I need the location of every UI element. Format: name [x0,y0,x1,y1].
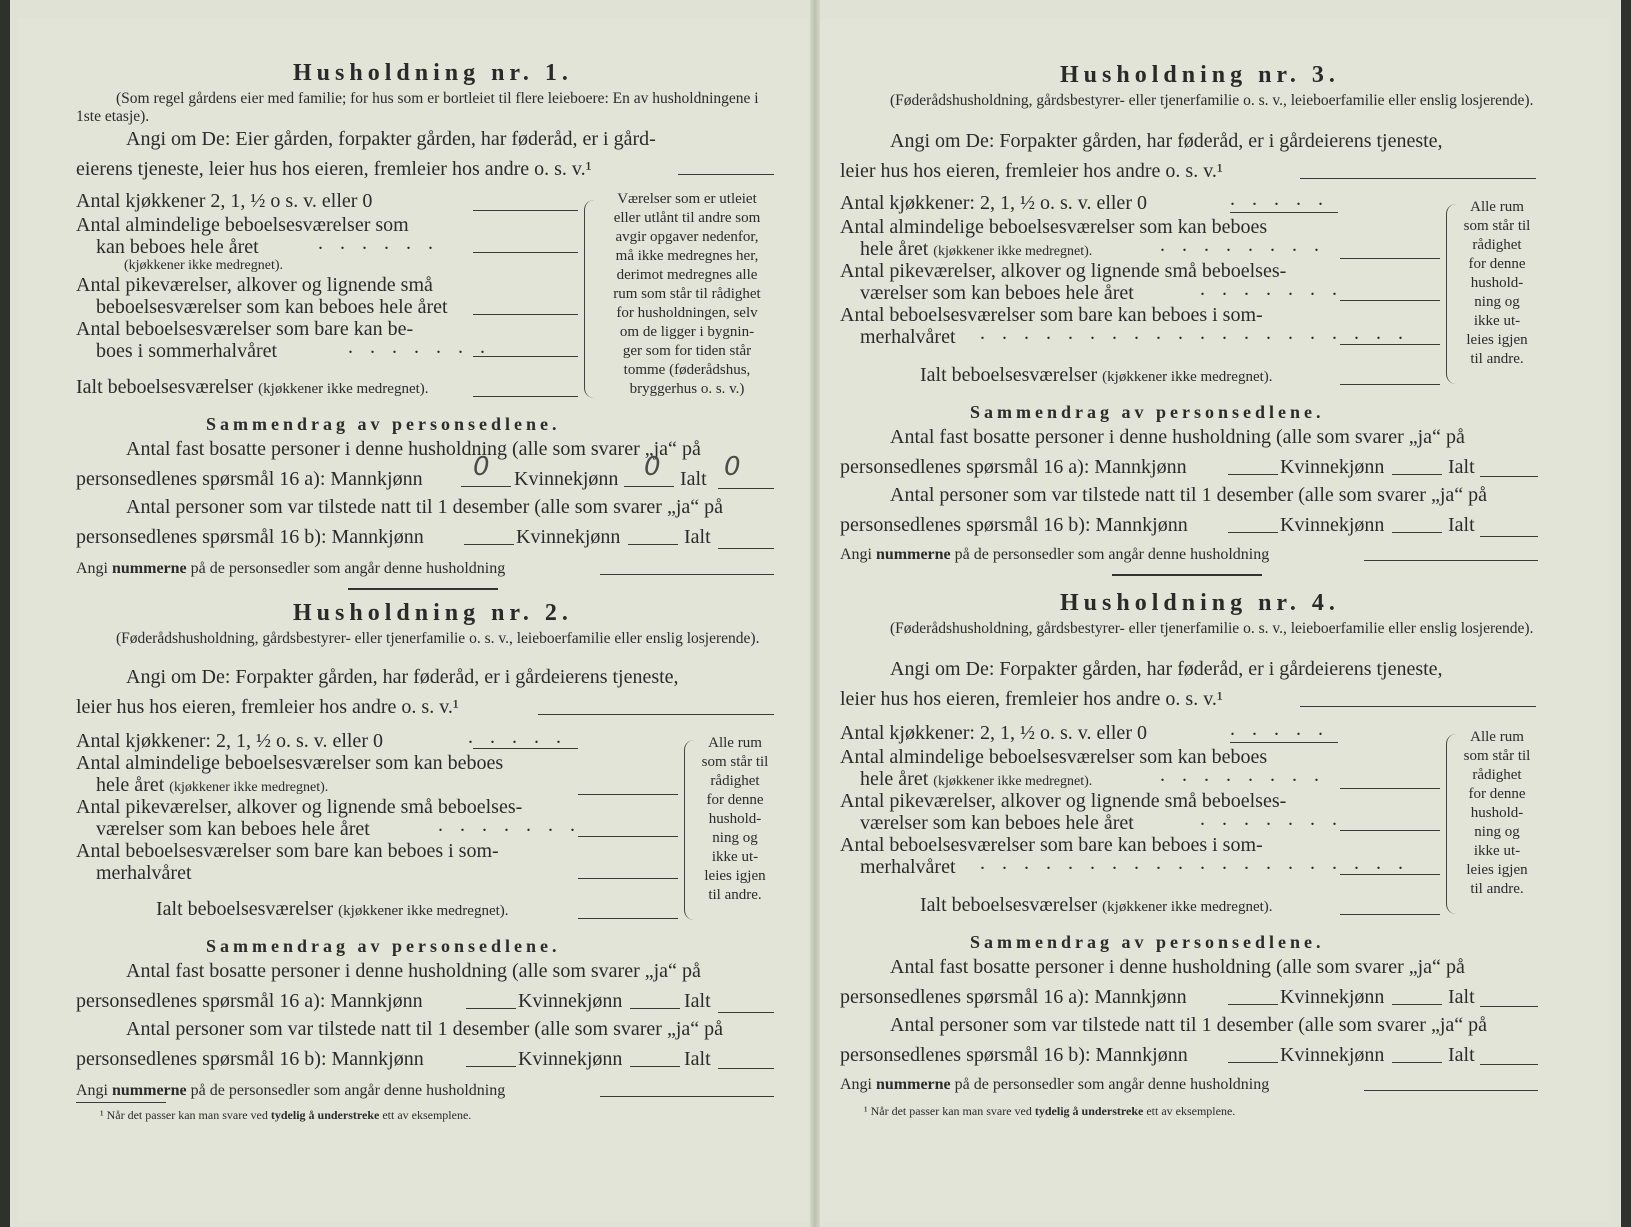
household-1-side-note: Værelser som er utleiet eller utlånt til andre som avgir opgaver nedenfor, må ikke medregnes her, derimot medregnes alle rum som står til rådighet for husholdningen, selv om de ligger i bygnin- ger som for tiden står tomme (føderådshus, bryggerhus o. s. v.) [613,191,761,397]
household-3-16b-female-label: Kvinnekjønn [1280,514,1385,536]
household-3-total-rooms-field[interactable] [1340,384,1440,385]
household-1-16a-female-field[interactable] [624,486,674,487]
household-1-occupancy-field[interactable] [678,174,774,175]
household-2-kitchens-label: Antal kjøkkener: 2, 1, ½ o. s. v. eller 0 [76,730,383,752]
household-1-title: Husholdning nr. 1. [293,60,573,86]
household-2-question-1: Angi om De: Forpakter gården, har føderåd, er i gårdeierens tjeneste, [126,666,679,688]
household-1-16a-female-value: 0 [644,452,661,482]
household-3-numbers-word-1: Angi [840,546,872,563]
household-1-16a-male-value: 0 [473,452,490,482]
household-1-total-rooms-label [76,376,429,400]
household-1-question-2: eierens tjeneste, leier hus hos eieren, fremleier hos andre o. s. v.¹ [76,158,592,180]
household-3-total-note: (kjøkkener ikke medregnet). [1102,369,1273,385]
household-4-summer-dots: . . . . . . . . . . . . . . . . . . . . [980,852,1409,874]
household-3-rooms-dots: . . . . . . . . [1160,234,1325,256]
household-3-summary-16b: personsedlenes spørsmål 16 b): Mannkjønn [840,514,1188,536]
household-4-rooms-label-a: Antal almindelige beboelsesværelser som kan beboes [840,746,1268,768]
household-2-16b-female-label: Kvinnekjønn [518,1048,623,1070]
household-4-summary-16b: personsedlenes spørsmål 16 b): Mannkjønn [840,1044,1188,1066]
household-2-summer-rooms-label-b: merhalvåret [96,862,192,884]
household-2-16a-male-field[interactable] [466,1008,516,1009]
household-1-kitchens-field[interactable] [473,210,578,211]
household-3-rooms-label-b-text: hele året [860,238,929,260]
household-4-16a-total-field[interactable] [1480,1006,1538,1007]
household-1-16b-female-label: Kvinnekjønn [516,526,621,548]
household-3-16b-male-field[interactable] [1228,532,1278,533]
household-3-maid-dots: . . . . . . . [1200,278,1343,300]
household-2-maid-rooms-label-a: Antal pikeværelser, alkover og lignende små beboelses- [76,796,523,818]
household-3-rooms-label-a: Antal almindelige beboelsesværelser som kan beboes [840,216,1268,238]
household-3-16a-male-field[interactable] [1228,474,1278,475]
household-2-numbers-word-1: Angi [76,1082,108,1099]
household-1-rooms-label-b: kan beboes hele året [96,236,259,258]
household-1-maid-rooms-label-a: Antal pikeværelser, alkover og lignende små [76,274,433,296]
household-3-question-1: Angi om De: Forpakter gården, har føderåd, er i gårdeierens tjeneste, [890,130,1443,152]
household-2-numbers-word-2: nummerne [112,1082,187,1099]
household-3-16b-total-field[interactable] [1480,536,1538,537]
household-2-rooms-label-b-text: hele året [96,774,165,796]
household-4-note: (Føderådshusholdning, gårdsbestyrer- eller tjenerfamilie o. s. v., leieboerfamilie eller enslig losjerende). [890,620,1534,637]
household-2-kitchens-dots: . . . . . [468,726,567,748]
household-4-rooms-field[interactable] [1340,788,1440,789]
household-4-16a-female-field[interactable] [1392,1004,1442,1005]
household-2-numbers-word-3: på de personsedler som angår denne husholdning [190,1082,506,1099]
page-fold [810,0,820,1227]
household-2-numbers-label [76,1080,505,1102]
household-1-summary-line-1: Antal fast bosatte personer i denne husholdning (alle som svarer „ja“ på [126,438,701,460]
household-2-rooms-label-c: (kjøkkener ikke medregnet). [169,780,329,795]
household-1-summer-rooms-label-a: Antal beboelsesværelser som bare kan be- [76,318,414,340]
household-2-maid-rooms-field[interactable] [578,836,678,837]
household-1-numbers-word-1: Angi [76,560,108,577]
household-4-question-2: leier hus hos eieren, fremleier hos andre o. s. v.¹ [840,688,1223,710]
household-4-total-rooms-label [920,894,1273,918]
household-1-maid-rooms-field[interactable] [473,314,578,315]
household-2-maid-dots: . . . . . . . [438,814,581,836]
household-3-summer-rooms-label-a: Antal beboelsesværelser som bare kan beboes i som- [840,304,1263,326]
household-separator-3-4 [1112,574,1262,576]
household-separator-1-2 [348,588,498,590]
household-3-numbers-word-2: nummerne [876,546,951,563]
household-2-occupancy-field[interactable] [538,714,774,715]
household-2-summary-16b: personsedlenes spørsmål 16 b): Mannkjønn [76,1048,424,1070]
household-3-summer-rooms-field[interactable] [1340,344,1440,345]
household-3-numbers-field[interactable] [1364,560,1538,561]
household-3-numbers-label [840,544,1269,566]
footnote-left-a: ¹ Når det passer kan man svare ved [100,1108,268,1122]
household-2-total-note: (kjøkkener ikke medregnet). [338,903,509,919]
household-1-summary-16b: personsedlenes spørsmål 16 b): Mannkjønn [76,526,424,548]
household-1-rooms-field[interactable] [473,252,578,253]
household-1-question-1: Angi om De: Eier gården, forpakter gården, har føderåd, er i gård- [126,128,656,150]
household-2-numbers-field[interactable] [600,1096,774,1097]
household-3-summer-dots: . . . . . . . . . . . . . . . . . . . . [980,322,1409,344]
household-3-16a-total-field[interactable] [1480,476,1538,477]
household-2-question-2: leier hus hos eieren, fremleier hos andre o. s. v.¹ [76,696,459,718]
household-1-16a-total-field[interactable] [718,488,774,489]
footnote-left-b: tydelig å understreke [270,1108,380,1122]
household-3-summer-rooms-label-b: merhalvåret [860,326,956,348]
household-1-summary-16a: personsedlenes spørsmål 16 a): Mannkjønn [76,468,423,490]
household-2-side-note: Alle rum som står til rådighet for denne hushold- ning og ikke ut- leies igjen til andre. [701,735,769,903]
footnote-right-b: tydelig å understreke [1034,1104,1144,1118]
household-4-kitchens-label: Antal kjøkkener: 2, 1, ½ o. s. v. eller 0 [840,722,1147,744]
footnote-right [864,1104,1235,1119]
household-4-summary-title: Sammendrag av personsedlene. [970,932,1325,952]
household-4-summary-line-3: Antal personer som var tilstede natt til 1 desember (alle som svarer „ja“ på [890,1014,1488,1036]
household-2-16b-male-field[interactable] [466,1066,516,1067]
household-2-total-rooms-field[interactable] [578,918,678,919]
household-4-numbers-label [840,1074,1269,1096]
household-1-maid-rooms-label-b: beboelsesværelser som kan beboes hele året [96,296,448,318]
household-4-kitchens-field[interactable] [1230,742,1338,743]
household-2-summer-rooms-label-a: Antal beboelsesværelser som bare kan beboes i som- [76,840,499,862]
household-4-maid-rooms-label-b: værelser som kan beboes hele året [860,812,1134,834]
household-3-title: Husholdning nr. 3. [1060,62,1340,88]
household-4-numbers-word-2: nummerne [876,1076,951,1093]
household-4-maid-rooms-field[interactable] [1340,830,1440,831]
household-3-kitchens-dots: . . . . . [1230,188,1329,210]
household-2-total-rooms-label [156,898,509,922]
household-2-total-label: Ialt beboelsesværelser [156,898,334,920]
household-3-rooms-label-c: (kjøkkener ikke medregnet). [933,244,1093,259]
household-3-summary-title: Sammendrag av personsedlene. [970,402,1325,422]
household-1-kitchens-label: Antal kjøkkener 2, 1, ½ o s. v. eller 0 [76,190,373,212]
household-1-total-note: (kjøkkener ikke medregnet). [258,381,429,397]
footnote-left-c: ett av eksemplene. [382,1108,472,1122]
household-4-title: Husholdning nr. 4. [1060,590,1340,616]
household-1-summer-dots: . . . . . . . [348,336,491,358]
household-1-rooms-label-a: Antal almindelige beboelsesværelser som [76,214,409,236]
household-4-summer-rooms-label-a: Antal beboelsesværelser som bare kan beboes i som- [840,834,1263,856]
household-4-summary-16a: personsedlenes spørsmål 16 a): Mannkjønn [840,986,1187,1008]
household-1-summary-title: Sammendrag av personsedlene. [206,414,561,434]
household-4-rooms-label-c: (kjøkkener ikke medregnet). [933,774,1093,789]
household-1-16b-total-label: Ialt [684,526,711,548]
household-4-side-note: Alle rum som står til rådighet for denne hushold- ning og ikke ut- leies igjen til andre. [1463,729,1531,897]
household-1-total-rooms-field[interactable] [473,396,578,397]
household-4-numbers-word-1: Angi [840,1076,872,1093]
household-1-rooms-dots: . . . . . . [318,232,439,254]
household-2-16a-female-field[interactable] [630,1008,680,1009]
household-3-16a-total-label: Ialt [1448,456,1475,478]
household-3-total-rooms-label [920,364,1273,388]
household-3-rooms-field[interactable] [1340,258,1440,259]
household-4-summer-rooms-field[interactable] [1340,874,1440,875]
household-4-16a-male-field[interactable] [1228,1004,1278,1005]
household-1-16a-total-label: Ialt [680,468,707,490]
household-1-16a-male-field[interactable] [461,486,511,487]
household-3-16a-female-field[interactable] [1392,474,1442,475]
footnote-right-a: ¹ Når det passer kan man svare ved [864,1104,1032,1118]
household-4-16a-total-label: Ialt [1448,986,1475,1008]
household-3-summary-16a: personsedlenes spørsmål 16 a): Mannkjønn [840,456,1187,478]
household-4-16b-female-field[interactable] [1392,1062,1442,1063]
household-4-question-1: Angi om De: Forpakter gården, har føderåd, er i gårdeierens tjeneste, [890,658,1443,680]
household-4-maid-rooms-label-a: Antal pikeværelser, alkover og lignende små beboelses- [840,790,1287,812]
household-4-kitchens-dots: . . . . . [1230,718,1329,740]
household-2-16b-total-field[interactable] [718,1068,774,1069]
household-3-occupancy-field[interactable] [1300,178,1536,179]
household-4-16b-male-field[interactable] [1228,1062,1278,1063]
household-4-16a-female-label: Kvinnekjønn [1280,986,1385,1008]
household-2-16a-total-field[interactable] [718,1012,774,1013]
household-2-summary-line-1: Antal fast bosatte personer i denne husholdning (alle som svarer „ja“ på [126,960,701,982]
household-1-16b-total-field[interactable] [718,548,774,549]
household-4-maid-dots: . . . . . . . [1200,808,1343,830]
household-3-kitchens-field[interactable] [1230,212,1338,213]
household-1-numbers-word-3: på de personsedler som angår denne husholdning [190,560,506,577]
household-4-16b-total-label: Ialt [1448,1044,1475,1066]
household-1-note: (Som regel gårdens eier med familie; for hus som er bortleiet til flere leieboere: En av husholdningene i 1ste etasje). [76,90,759,125]
household-3-maid-rooms-label-a: Antal pikeværelser, alkover og lignende små beboelses- [840,260,1287,282]
household-2-title: Husholdning nr. 2. [293,600,573,626]
household-1-numbers-label [76,558,505,580]
household-4-16b-female-label: Kvinnekjønn [1280,1044,1385,1066]
household-2-rooms-field[interactable] [578,794,678,795]
census-form-sheet [10,0,1621,1227]
household-4-total-label: Ialt beboelsesværelser [920,894,1098,916]
household-1-16b-female-field[interactable] [628,544,678,545]
household-2-note: (Føderådshusholdning, gårdsbestyrer- eller tjenerfamilie o. s. v., leieboerfamilie eller enslig losjerende). [116,630,760,647]
household-3-maid-rooms-label-b: værelser som kan beboes hele året [860,282,1134,304]
household-2-rooms-label-a: Antal almindelige beboelsesværelser som kan beboes [76,752,504,774]
household-1-summer-rooms-field[interactable] [473,356,578,357]
household-1-16b-male-field[interactable] [464,544,514,545]
footnote-right-c: ett av eksemplene. [1146,1104,1236,1118]
household-1-16a-total-value: 0 [724,452,741,482]
household-2-maid-rooms-label-b: værelser som kan beboes hele året [96,818,370,840]
household-2-16a-total-label: Ialt [684,990,711,1012]
household-1-rooms-label-c: (kjøkkener ikke medregnet). [124,258,283,273]
household-3-summary-line-3: Antal personer som var tilstede natt til 1 desember (alle som svarer „ja“ på [890,484,1488,506]
household-1-numbers-field[interactable] [600,574,774,575]
household-2-summary-16a: personsedlenes spørsmål 16 a): Mannkjønn [76,990,423,1012]
household-3-note: (Føderådshusholdning, gårdsbestyrer- eller tjenerfamilie o. s. v., leieboerfamilie eller enslig losjerende). [890,92,1534,109]
household-4-occupancy-field[interactable] [1300,706,1536,707]
household-2-16b-total-label: Ialt [684,1048,711,1070]
household-1-summer-rooms-label-b: boes i sommerhalvåret [96,340,278,362]
household-4-16b-total-field[interactable] [1480,1064,1538,1065]
household-2-summer-rooms-field[interactable] [578,878,678,879]
household-1-16a-female-label: Kvinnekjønn [514,468,619,490]
household-2-16a-female-label: Kvinnekjønn [518,990,623,1012]
household-4-total-rooms-field[interactable] [1340,914,1440,915]
household-3-16a-female-label: Kvinnekjønn [1280,456,1385,478]
household-2-kitchens-field[interactable] [473,748,578,749]
household-3-numbers-word-3: på de personsedler som angår denne husholdning [954,546,1270,563]
household-3-question-2: leier hus hos eieren, fremleier hos andre o. s. v.¹ [840,160,1223,182]
household-3-side-note: Alle rum som står til rådighet for denne hushold- ning og ikke ut- leies igjen til andre. [1463,199,1531,367]
left-page [18,18,808,1223]
household-4-summer-rooms-label-b: merhalvåret [860,856,956,878]
household-3-16b-total-label: Ialt [1448,514,1475,536]
household-4-numbers-field[interactable] [1364,1090,1538,1091]
household-3-summary-line-1: Antal fast bosatte personer i denne husholdning (alle som svarer „ja“ på [890,426,1465,448]
household-4-rooms-label-b-text: hele året [860,768,929,790]
household-3-maid-rooms-field[interactable] [1340,300,1440,301]
household-4-summary-line-1: Antal fast bosatte personer i denne husholdning (alle som svarer „ja“ på [890,956,1465,978]
household-3-16b-female-field[interactable] [1392,532,1442,533]
household-3-kitchens-label: Antal kjøkkener: 2, 1, ½ o. s. v. eller 0 [840,192,1147,214]
household-4-numbers-word-3: på de personsedler som angår denne husholdning [954,1076,1270,1093]
household-2-16b-female-field[interactable] [630,1066,680,1067]
household-2-summary-line-3: Antal personer som var tilstede natt til 1 desember (alle som svarer „ja“ på [126,1018,724,1040]
household-3-total-label: Ialt beboelsesværelser [920,364,1098,386]
household-4-total-note: (kjøkkener ikke medregnet). [1102,899,1273,915]
household-1-total-label: Ialt beboelsesværelser [76,376,254,398]
household-1-summary-line-3: Antal personer som var tilstede natt til 1 desember (alle som svarer „ja“ på [126,496,724,518]
footnote-rule-left [76,1102,166,1103]
right-page [820,18,1610,1223]
household-4-rooms-dots: . . . . . . . . [1160,764,1325,786]
footnote-left [100,1108,471,1123]
household-2-summary-title: Sammendrag av personsedlene. [206,936,561,956]
household-1-numbers-word-2: nummerne [112,560,187,577]
